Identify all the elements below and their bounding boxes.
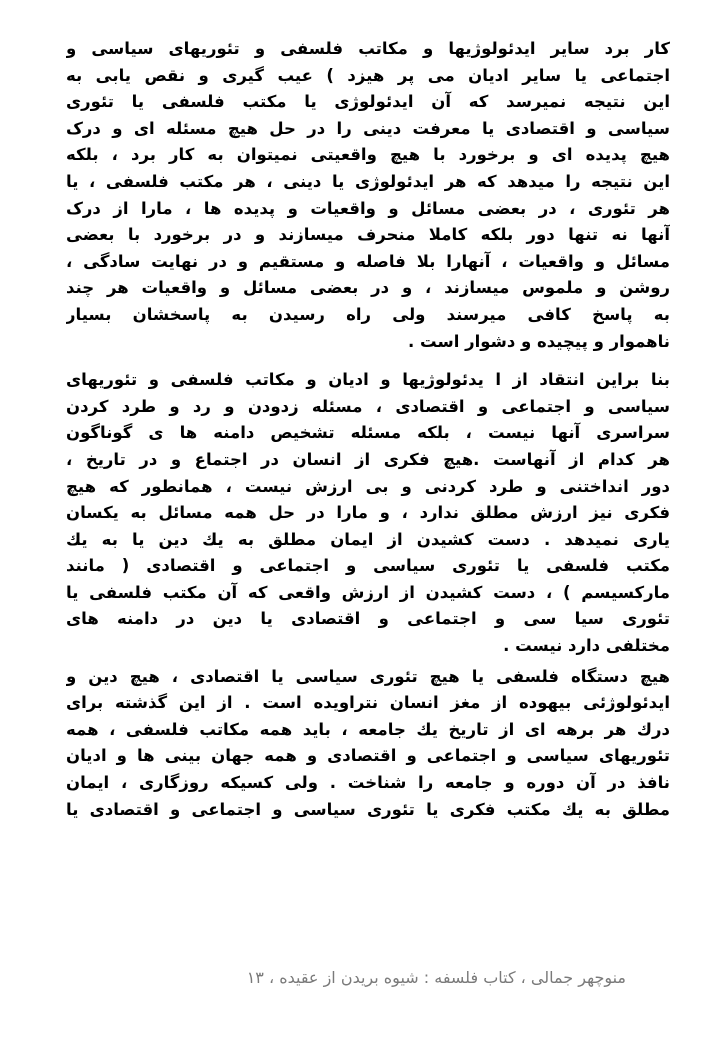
text-line: ایدئولوژئی بیهوده از مغز انسان نتراویده است . از این گذشته برای — [66, 693, 670, 713]
paragraph-1 — [66, 36, 670, 355]
text-line: مکتب فلسفی یا تئوری سیاسی و اجتماعی و اقتصادی ( مانند — [66, 556, 670, 576]
text-line: نافذ در آن دوره و جامعه را شناخت . ولی کسیکه روزگاری ، ایمان — [66, 773, 670, 793]
text-line: مسائل و واقعیات ، آنهارا بلا فاصله و مستقیم و در نهایت سادگی ، — [66, 251, 670, 271]
text-line: کار برد سایر ایدئولوژیها و مکاتب فلسفی و تئوریهای سیاسی و — [66, 39, 670, 58]
text-line: سیاسی و اقتصادی یا معرفت دینی را در حل هیچ مسئله ای و درک — [66, 118, 670, 138]
text-line: فکری نیز ارزش مطلق ندارد ، و مارا در حل همه مسائل به یکسان — [66, 503, 670, 523]
text-line: روشن و ملموس میسازند ، و در بعضی مسائل و واقعیات هر چند — [66, 278, 670, 298]
text-line: مطلق به یك مکتب فکری یا تئوری سیاسی و اجتماعی و اقتصادی یا — [66, 799, 670, 819]
text-line: درك هر برهه ای از تاریخ یك جامعه ، باید همه مکاتب فلسفی ، همه — [66, 719, 670, 739]
text-line: یاری نمیدهد . دست کشیدن از ایمان مطلق به یك دین یا به یك — [66, 529, 670, 549]
text-line: سیاسی و اجتماعی و اقتصادی ، مسئله زدودن و رد و طرد کردن — [66, 396, 670, 416]
text-line: تئوری سیا سی و اجتماعی و اقتصادی یا دین در دامنه های — [66, 609, 670, 629]
text-line: این نتیجه را میدهد که هر ایدئولوژی یا دینی ، هر مکتب فلسفی ، یا — [66, 171, 670, 191]
text-line: مارکسیسم ) ، دست کشیدن از ارزش واقعی که آن مکتب فلسفی یا — [66, 582, 670, 602]
text-line: بنا براین انتقاد از ا یدئولوژیها و ادیان و مکاتب فلسفی و تئوریهای — [66, 370, 670, 390]
text-line: هیچ دستگاه فلسفی یا هیچ تئوری سیاسی یا اقتصادی ، هیچ دین و — [66, 666, 670, 686]
text-line: مختلفی دارد نیست . — [503, 636, 670, 656]
paragraph-2 — [66, 367, 670, 660]
paragraph-spacer — [66, 355, 670, 367]
text-line: این نتیجه نمیرسد که آن ایدئولوژی یا مکتب فلسفی یا تئوری — [66, 92, 670, 112]
text-line: ناهموار و پیچیده و دشوار است . — [407, 331, 670, 351]
text-line: هیچ پدیده ای و برخورد با هیچ واقعیتی نمیتوان به کار برد ، بلکه — [66, 145, 670, 165]
text-line: اجتماعی یا سایر ادیان می پر هیزد ) عیب گیری و نقص یابی به — [66, 65, 670, 85]
paragraph-3 — [66, 664, 670, 824]
text-line: به پاسخ کافی میرسند ولی راه رسیدن به پاسخشان بسیار — [66, 304, 670, 324]
text-line: هر کدام از آنهاست .هیچ فکری از انسان در اجتماع و در تاریخ ، — [66, 449, 670, 469]
page-footer-citation: منوچهر جمالی ، کتاب فلسفه : شیوه بریدن از عقیده ، ۱۳ — [246, 968, 626, 987]
text-line: تئوریهای سیاسی و اجتماعی و اقتصادی و همه جهان بینی ها و ادیان — [66, 746, 670, 766]
text-line: دور انداختنی و طرد کردنی و بی ارزش نیست ، همانطور که هیچ — [66, 476, 670, 496]
document-body — [66, 36, 670, 823]
text-line: هر تئوری ، در بعضی مسائل و واقعیات و پدیده ها ، مارا از درک — [66, 198, 670, 218]
text-line: آنها نه تنها دور بلکه کاملا منحرف میسازند و در برخورد با بعضی — [66, 225, 670, 245]
text-line: سراسری آنها نیست ، بلکه مسئله تشخیص دامنه ها ی گوناگون — [66, 423, 670, 443]
